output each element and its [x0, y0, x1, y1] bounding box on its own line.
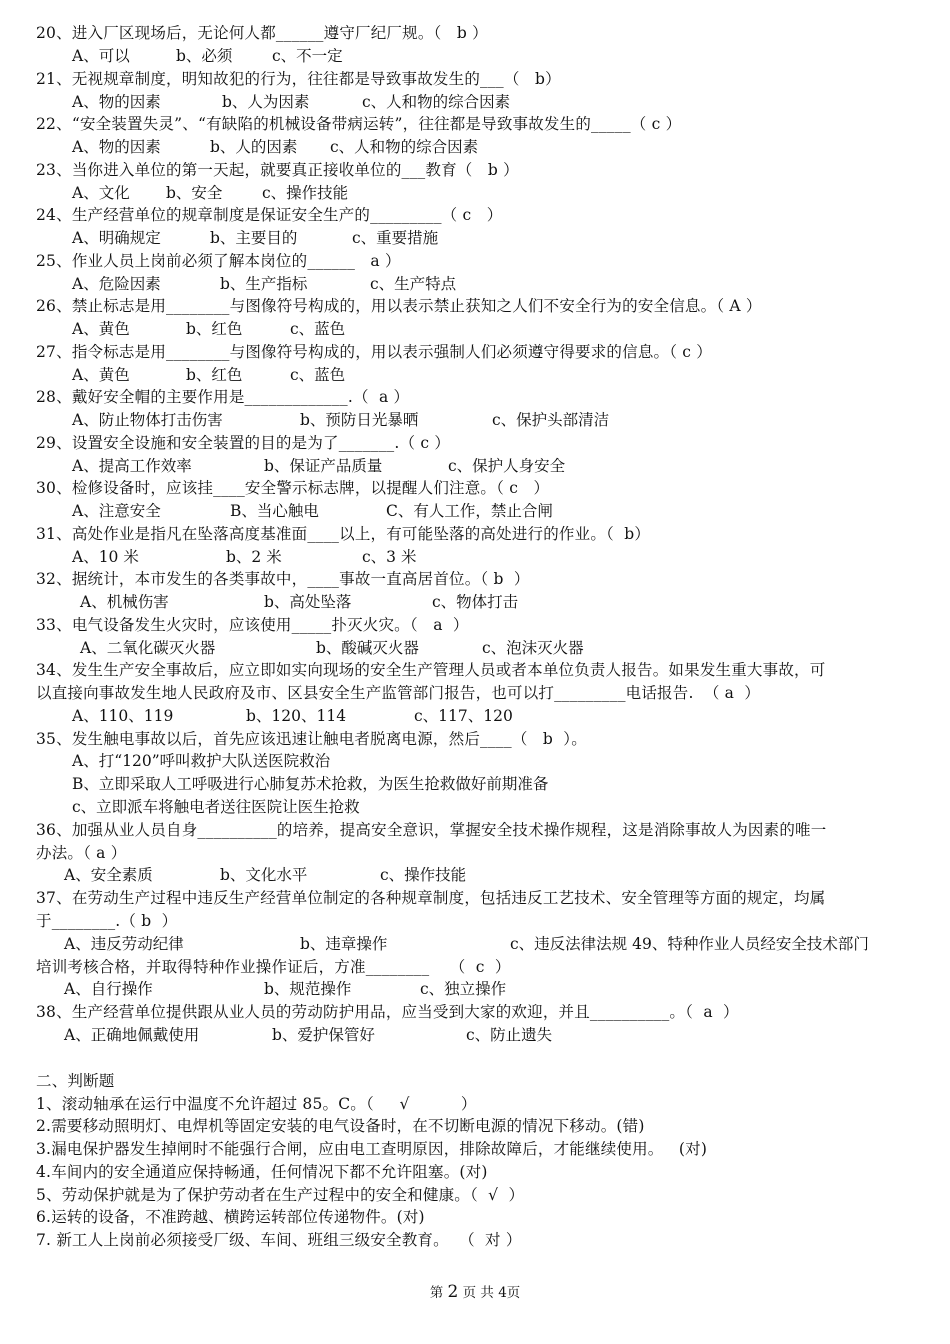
answer-option: A、文化 [72, 184, 130, 202]
text-line: 22、“安全装置失灵”、“有缺陷的机械设备带病运转”，往往都是导致事故发生的_____（ c ） [36, 115, 682, 133]
text-line: 培训考核合格，并取得特种作业操作证后，方准________ （ c ） [36, 958, 511, 976]
answer-option: c、生产特点 [370, 275, 457, 293]
answer-option: A、二氧化碳灭火器 [80, 639, 216, 657]
answer-option: c、3 米 [362, 548, 417, 566]
answer-option: c、不一定 [272, 47, 343, 65]
text-line: 5、劳动保护就是为了保护劳动者在生产过程中的安全和健康。（ √ ） [36, 1186, 525, 1204]
text-line: 以直接向事故发生地人民政府及市、区县安全生产监管部门报告，也可以打_________电话报告. （ a ） [36, 684, 761, 702]
text-line: 26、禁止标志是用________与图像符号构成的，用以表示禁止获知之人们不安全行为的安全信息。（ A ） [36, 297, 762, 315]
answer-option: c、泡沫灭火器 [482, 639, 584, 657]
answer-option: b、主要目的 [210, 229, 298, 247]
text-line: 32、据统计，本市发生的各类事故中，____事故一直高居首位。（ b ） [36, 570, 530, 588]
answer-option: b、人的因素 [210, 138, 298, 156]
footer-suffix: 页 [506, 1285, 521, 1301]
answer-option: A、违反劳动纪律 [64, 935, 184, 953]
text-line: 27、指令标志是用________与图像符号构成的，用以表示强制人们必须遵守得要求的信息。（ c ） [36, 343, 713, 361]
answer-option: b、人为因素 [222, 93, 310, 111]
answer-option: A、可以 [72, 47, 130, 65]
answer-option: b、爱护保管好 [272, 1026, 375, 1044]
answer-option: A、防止物体打击伤害 [72, 411, 223, 429]
answer-option: b、保证产品质量 [264, 457, 383, 475]
answer-option: b、安全 [166, 184, 223, 202]
answer-option: c、蓝色 [290, 366, 346, 384]
text-line: 25、作业人员上岗前必须了解本岗位的______ a ） [36, 252, 401, 270]
text-line: 于________.（ b ） [36, 912, 178, 930]
text-line: 36、加强从业人员自身__________的培养，提高安全意识，掌握安全技术操作规程，这是消除事故人为因素的唯一 [36, 821, 827, 839]
answer-option: A、物的因素 [72, 138, 161, 156]
text-line: 7. 新工人上岗前必须接受厂级、车间、班组三级安全教育。 （ 对 ） [36, 1231, 522, 1249]
answer-option: A、明确规定 [72, 229, 161, 247]
text-line: 28、戴好安全帽的主要作用是_____________.（ a ） [36, 388, 410, 406]
answer-option: b、红色 [186, 366, 243, 384]
text-line: 24、生产经营单位的规章制度是保证安全生产的_________（ c ） [36, 206, 503, 224]
answer-option: A、安全素质 [64, 866, 153, 884]
answer-option: c、保护人身安全 [448, 457, 566, 475]
answer-option: c、重要措施 [352, 229, 439, 247]
answer-option: c、蓝色 [290, 320, 346, 338]
text-line: 二、判断题 [36, 1072, 115, 1090]
answer-option: c、117、120 [414, 707, 513, 725]
answer-option: A、黄色 [72, 366, 130, 384]
answer-option: b、高处坠落 [264, 593, 352, 611]
answer-option: c、保护头部清洁 [492, 411, 610, 429]
answer-option: b、2 米 [226, 548, 282, 566]
text-line: 20、进入厂区现场后，无论何人都______遵守厂纪厂规。（ b ） [36, 24, 488, 42]
answer-option: B、当心触电 [230, 502, 319, 520]
answer-option: b、红色 [186, 320, 243, 338]
text-line: 3.漏电保护器发生掉闸时不能强行合闸，应由电工查明原因，排除故障后，才能继续使用。 (对) [36, 1140, 708, 1158]
answer-option: c、人和物的综合因素 [362, 93, 511, 111]
text-line: 29、设置安全设施和安全装置的目的是为了_______.（ c ） [36, 434, 451, 452]
answer-option: A、提高工作效率 [72, 457, 192, 475]
text-line: 30、检修设备时，应该挂____安全警示标志牌，以提醒人们注意。（ c ） [36, 479, 550, 497]
answer-option: B、立即采取人工呼吸进行心肺复苏术抢救，为医生抢救做好前期准备 [72, 775, 549, 793]
answer-option: c、防止遗失 [466, 1026, 553, 1044]
text-line: 21、无视规章制度，明知故犯的行为，往往都是导致事故发生的___（ b） [36, 70, 561, 88]
answer-option: A、物的因素 [72, 93, 161, 111]
answer-option: c、物体打击 [432, 593, 519, 611]
answer-option: b、预防日光暴晒 [300, 411, 419, 429]
text-line: 23、当你进入单位的第一天起，就要真正接收单位的___教育（ b ） [36, 161, 519, 179]
page-footer [0, 1281, 950, 1302]
answer-option: c、违反法律法规 49、特种作业人员经安全技术部门 [510, 935, 869, 953]
text-line: 35、发生触电事故以后，首先应该迅速让触电者脱离电源，然后____（ b ）。 [36, 730, 587, 748]
answer-option: c、人和物的综合因素 [330, 138, 479, 156]
answer-option: b、文化水平 [220, 866, 308, 884]
answer-option: A、打“120”呼叫救护大队送医院救治 [72, 752, 331, 770]
answer-option: c、操作技能 [262, 184, 349, 202]
answer-option: A、注意安全 [72, 502, 161, 520]
text-line: 38、生产经营单位提供跟从业人员的劳动防护用品，应当受到大家的欢迎，并且__________。（ a ） [36, 1003, 739, 1021]
text-line: 1、滚动轴承在运行中温度不允许超过 85。C。（ √ ） [36, 1095, 477, 1113]
answer-option: b、酸碱灭火器 [316, 639, 419, 657]
answer-option: A、10 米 [72, 548, 139, 566]
answer-option: b、必须 [176, 47, 233, 65]
footer-total-pages: 4 [498, 1285, 507, 1301]
text-line: 办法。（ a ） [36, 844, 127, 862]
answer-option: A、110、119 [72, 707, 174, 725]
answer-option: c、独立操作 [420, 980, 507, 998]
answer-option: c、操作技能 [380, 866, 467, 884]
text-line: 31、高处作业是指凡在坠落高度基准面____以上，有可能坠落的高处进行的作业。（ b） [36, 525, 651, 543]
answer-option: A、黄色 [72, 320, 130, 338]
answer-option: b、生产指标 [220, 275, 308, 293]
answer-option: b、规范操作 [264, 980, 352, 998]
text-line: 37、在劳动生产过程中违反生产经营单位制定的各种规章制度，包括违反工艺技术、安全管理等方面的规定，均属 [36, 889, 826, 907]
answer-option: A、机械伤害 [80, 593, 169, 611]
footer-prefix: 第 [429, 1285, 448, 1301]
answer-option: b、120、114 [246, 707, 347, 725]
answer-option: A、自行操作 [64, 980, 153, 998]
answer-option: b、违章操作 [300, 935, 388, 953]
footer-page-number: 2 [447, 1282, 459, 1302]
text-line: 6.运转的设备，不准跨越、横跨运转部位传递物件。(对) [36, 1208, 425, 1226]
text-line: 2.需要移动照明灯、电焊机等固定安装的电气设备时，在不切断电源的情况下移动。(错) [36, 1117, 645, 1135]
text-line: 4.车间内的安全通道应保持畅通，任何情况下都不允许阻塞。(对) [36, 1163, 488, 1181]
text-line: 34、发生生产安全事故后，应立即如实向现场的安全生产管理人员或者本单位负责人报告。如果发生重大事故，可 [36, 661, 826, 679]
answer-option: A、正确地佩戴使用 [64, 1026, 200, 1044]
text-line: 33、电气设备发生火灾时，应该使用_____扑灭火灾。（ a ） [36, 616, 469, 634]
footer-middle: 页 共 [458, 1285, 499, 1301]
answer-option: c、立即派车将触电者送往医院让医生抢救 [72, 798, 360, 816]
answer-option: A、危险因素 [72, 275, 161, 293]
answer-option: C、有人工作，禁止合闸 [386, 502, 553, 520]
